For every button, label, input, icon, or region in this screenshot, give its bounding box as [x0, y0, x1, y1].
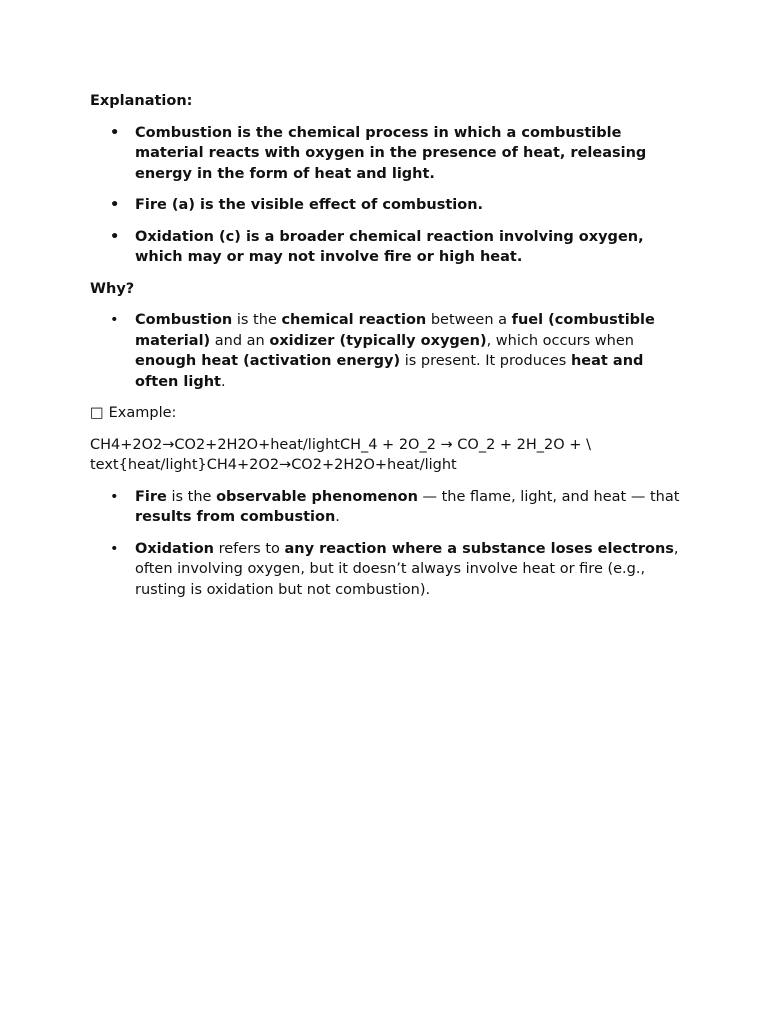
list-item [90, 227, 690, 268]
why-heading: Why? [90, 280, 135, 297]
bullet-text: and an [210, 332, 270, 349]
bullet-icon: • [110, 228, 120, 245]
term-loses-electrons: any reaction where a substance loses electrons [284, 540, 674, 557]
bullet-text: Combustion is the chemical process in which a combustible material reacts with oxygen in the presence of heat, releasing energy in the form of heat and light. [135, 124, 647, 182]
bullet-text: . [335, 509, 340, 525]
bullet-text: , which occurs when [486, 332, 634, 349]
why-list [90, 310, 690, 392]
bullet-text: is the [166, 488, 217, 505]
bullet-icon: • [110, 197, 120, 213]
bullet-text: is the [232, 312, 282, 328]
term-fuel: fuel (combustible material) [135, 312, 655, 349]
bullet-text: Fire (a) is the visible effect of combustion. [135, 197, 484, 213]
example-line [90, 403, 690, 424]
term-activation-energy: enough heat (activation energy) [135, 353, 401, 369]
term-oxidizer: oxidizer (typically oxygen) [269, 332, 487, 349]
term-oxidation: Oxidation [135, 540, 214, 557]
equation: CH4+2O2→CO2+2H2O+heat/lightCH_4 + 2O_2 → CO_2 + 2H_2O + \ text{heat/light}CH4+2O2→CO2+2H2O+heat/light [90, 436, 591, 473]
example-label: Example: [104, 405, 177, 421]
list-item [90, 539, 690, 601]
bullet-icon: • [110, 312, 119, 328]
list-item [90, 123, 690, 185]
missing-glyph-icon: □ [90, 405, 104, 421]
bullet-text: . [220, 373, 226, 390]
why-list-2 [90, 487, 690, 601]
bullet-text: refers to [214, 540, 285, 557]
bullet-icon: • [110, 540, 119, 557]
bullet-text: , often involving oxygen, but it doesn’t always involve heat or fire (e.g., rusting is oxidation but not combustion). [135, 540, 679, 598]
term-combustion: Combustion [135, 312, 233, 328]
bullet-icon: • [110, 124, 120, 141]
bullet-text: — the flame, light, and heat — that [417, 488, 680, 505]
explanation-list [90, 123, 690, 268]
document-body [90, 91, 690, 600]
term-chemical-reaction: chemical reaction [281, 312, 427, 328]
term-observable-phenomenon: observable phenomenon [216, 488, 418, 505]
explanation-heading: Explanation: [90, 93, 193, 109]
bullet-text: Oxidation (c) is a broader chemical reaction involving oxygen, which may or may not involve fire or high heat. [135, 228, 644, 265]
bullet-icon: • [110, 488, 119, 505]
list-item [90, 487, 690, 528]
term-results-from-combustion: results from combustion [135, 509, 336, 525]
term-fire: Fire [135, 488, 167, 505]
list-item [90, 310, 690, 392]
bullet-text: is present. It produces [400, 353, 571, 369]
list-item [90, 195, 690, 216]
term-heat-light: heat and often light [135, 353, 644, 390]
bullet-text: between a [426, 312, 512, 328]
